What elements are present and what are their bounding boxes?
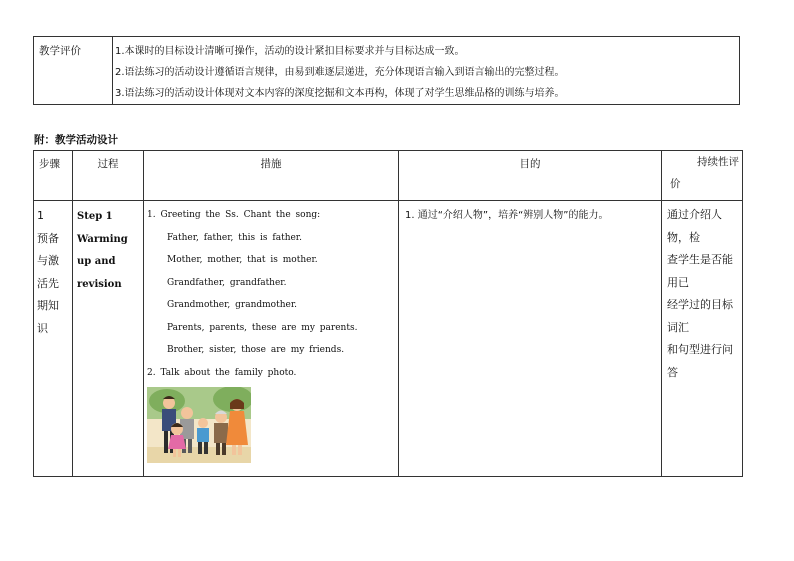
step-line: 识 <box>37 321 48 335</box>
evaluation-line: 和句型进行问答 <box>667 343 733 379</box>
measure-item-2: 2. Talk about the family photo. <box>147 367 297 378</box>
song-line: Father, father, this is father. <box>167 232 302 243</box>
header-goal: 目的 <box>399 151 662 201</box>
evaluation-content <box>113 37 740 105</box>
process-line: up and <box>77 256 116 267</box>
family-photo-illustration <box>147 387 251 463</box>
step-line: 与激 <box>37 254 59 267</box>
song-line: Mother, mother, that is mother. <box>167 255 318 265</box>
process-line: revision <box>77 278 122 290</box>
header-process: 过程 <box>73 151 144 201</box>
evaluation-item-2: 2.语法练习的活动设计遵循语言规律，由易到难逐层递进，充分体现语言输入到语言输出的完整过程。 <box>115 67 565 78</box>
process-line: Warming <box>77 233 128 245</box>
header-evaluation-line-1: 持续性评 <box>697 156 739 168</box>
table-row <box>34 201 743 477</box>
header-evaluation <box>662 151 743 201</box>
header-evaluation-line-2: 价 <box>670 178 681 190</box>
step-line: 预备 <box>37 231 59 245</box>
header-step: 步骤 <box>34 151 73 201</box>
song-line: Grandfather, grandfather. <box>167 277 287 288</box>
appendix-title: 附：教学活动设计 <box>34 134 118 146</box>
evaluation-line: 查学生是否能用已 <box>667 253 733 289</box>
song-line: Grandmother, grandmother. <box>167 300 297 310</box>
header-measures: 措施 <box>144 151 399 201</box>
evaluation-item-3: 3.语法练习的活动设计体现对文本内容的深度挖掘和文本再构，体现了对学生思维品格的训练与培养。 <box>115 88 565 99</box>
goal-cell: 1. 通过“介绍人物”，培养“辨别人物”的能力。 <box>399 201 662 477</box>
process-line: Step 1 <box>77 211 113 222</box>
process-cell <box>73 201 144 477</box>
evaluation-line: 通过介绍人物，检 <box>667 208 722 244</box>
evaluation-line: 经学过的目标词汇 <box>667 298 733 334</box>
song-line: Parents, parents, these are my parents. <box>167 322 358 333</box>
song-line: Brother, sister, those are my friends. <box>167 345 345 355</box>
evaluation-cell <box>662 201 743 477</box>
evaluation-label: 教学评价 <box>34 37 113 105</box>
evaluation-item-1: 1.本课时的目标设计清晰可操作，活动的设计紧扣目标要求并与目标达成一致。 <box>115 46 465 57</box>
step-line: 活先 <box>37 276 59 290</box>
table-header-row <box>34 151 743 201</box>
step-line: 期知 <box>37 299 59 312</box>
measure-item-1: 1. Greeting the Ss. Chant the song: <box>147 210 321 220</box>
activity-design-table <box>33 150 743 477</box>
step-cell <box>34 201 73 477</box>
step-line: 1 <box>37 209 44 222</box>
evaluation-table <box>33 36 740 105</box>
measures-cell <box>144 201 399 477</box>
